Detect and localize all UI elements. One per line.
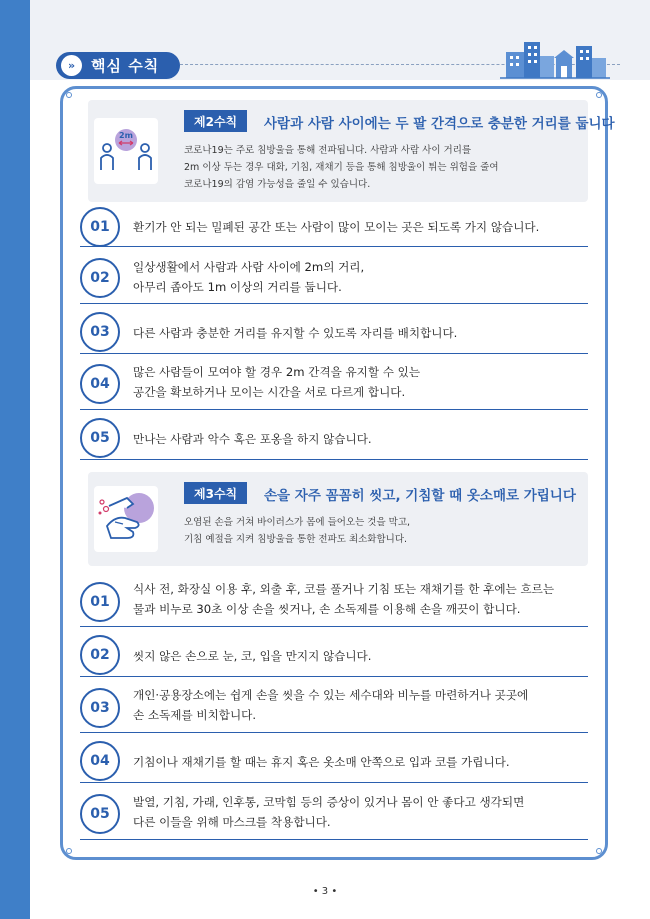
item-number-badge: 03	[80, 688, 120, 728]
rule-3-header	[88, 472, 588, 566]
list-item	[80, 681, 588, 733]
item-number-badge: 04	[80, 364, 120, 404]
handwash-illustration	[88, 472, 164, 566]
item-text: 일상생활에서 사람과 사람 사이에 2m의 거리, 아무리 좁아도 1m 이상의 거리를 둡니다.	[133, 260, 365, 294]
rule-description	[184, 514, 410, 548]
rule-2-header	[88, 100, 615, 202]
frame-corner-dot	[596, 848, 602, 854]
list-item	[80, 205, 588, 247]
rule-description-line: 오염된 손을 거쳐 바이러스가 몸에 들어오는 것을 막고,	[184, 517, 411, 528]
list-item	[80, 633, 588, 677]
rule-description-line: 기침 예절을 지켜 침방울을 통한 전파도 최소화합니다.	[184, 534, 408, 545]
page-number: • 3 •	[312, 886, 338, 897]
list-item	[80, 310, 588, 354]
rule-tag: 제3수칙	[184, 482, 247, 504]
rule-tag: 제2수칙	[184, 110, 247, 132]
item-number-badge: 02	[80, 635, 120, 675]
item-text: 발열, 기침, 가래, 인후통, 코막힘 등의 증상이 있거나 몸이 안 좋다고 생각되면 다른 이들을 위해 마스크를 착용합니다.	[133, 795, 525, 829]
rule-title: 손을 자주 꼼꼼히 씻고, 기침할 때 옷소매로 가립니다	[264, 488, 576, 504]
left-side-band	[0, 0, 30, 919]
frame-corner-dot	[66, 92, 72, 98]
list-item	[80, 252, 588, 304]
two-people-distance-icon	[93, 112, 159, 190]
list-item	[80, 358, 588, 410]
section-title: 핵심 수칙	[91, 57, 160, 75]
item-number-badge: 02	[80, 258, 120, 298]
rule-description-line: 2m 이상 두는 경우 대화, 기침, 재채기 등을 통해 침방울이 튀는 위험을 줄여	[184, 162, 499, 173]
hand-washing-icon	[93, 482, 159, 556]
frame-corner-dot	[66, 848, 72, 854]
item-text: 기침이나 재채기를 할 때는 휴지 혹은 옷소매 안쪽으로 입과 코를 가립니다.	[133, 755, 510, 769]
item-text: 씻지 않은 손으로 눈, 코, 입을 만지지 않습니다.	[133, 649, 372, 663]
list-item	[80, 416, 588, 460]
item-number-badge: 05	[80, 794, 120, 834]
list-item	[80, 575, 588, 627]
item-text: 만나는 사람과 악수 혹은 포옹을 하지 않습니다.	[133, 432, 372, 446]
item-number-badge: 01	[80, 207, 120, 247]
item-text: 식사 전, 화장실 이용 후, 외출 후, 코를 풀거나 기침 또는 재채기를 한 후에는 흐르는 물과 비누로 30초 이상 손을 씻거나, 손 소독제를 이용해 손을 깨끗이 합니다.	[133, 582, 555, 616]
distance-label: 2m	[119, 131, 133, 140]
rule-description	[184, 142, 499, 193]
item-text: 개인·공용장소에는 쉽게 손을 씻을 수 있는 세수대와 비누를 마련하거나 곳곳에 손 소독제를 비치합니다.	[133, 688, 529, 722]
section-badge	[56, 52, 180, 79]
item-number-badge: 03	[80, 312, 120, 352]
list-item	[80, 788, 588, 840]
rule-description-line: 코로나19의 감염 가능성을 줄일 수 있습니다.	[184, 179, 371, 190]
city-buildings-icon	[500, 36, 610, 80]
list-item	[80, 739, 588, 783]
distance-illustration	[88, 100, 164, 202]
frame-corner-dot	[596, 92, 602, 98]
rule-description-line: 코로나19는 주로 침방울을 통해 전파됩니다. 사람과 사람 사이 거리를	[184, 145, 472, 156]
double-chevron-right-icon: »	[61, 55, 82, 76]
item-text: 환기가 안 되는 밀폐된 공간 또는 사람이 많이 모이는 곳은 되도록 가지 않습니다.	[133, 220, 540, 234]
rule-title: 사람과 사람 사이에는 두 팔 간격으로 충분한 거리를 둡니다	[264, 116, 615, 132]
item-number-badge: 01	[80, 582, 120, 622]
item-text: 많은 사람들이 모여야 할 경우 2m 간격을 유지할 수 있는 공간을 확보하거나 모이는 시간을 서로 다르게 합니다.	[133, 365, 421, 399]
item-text: 다른 사람과 충분한 거리를 유지할 수 있도록 자리를 배치합니다.	[133, 326, 458, 340]
item-number-badge: 05	[80, 418, 120, 458]
item-number-badge: 04	[80, 741, 120, 781]
